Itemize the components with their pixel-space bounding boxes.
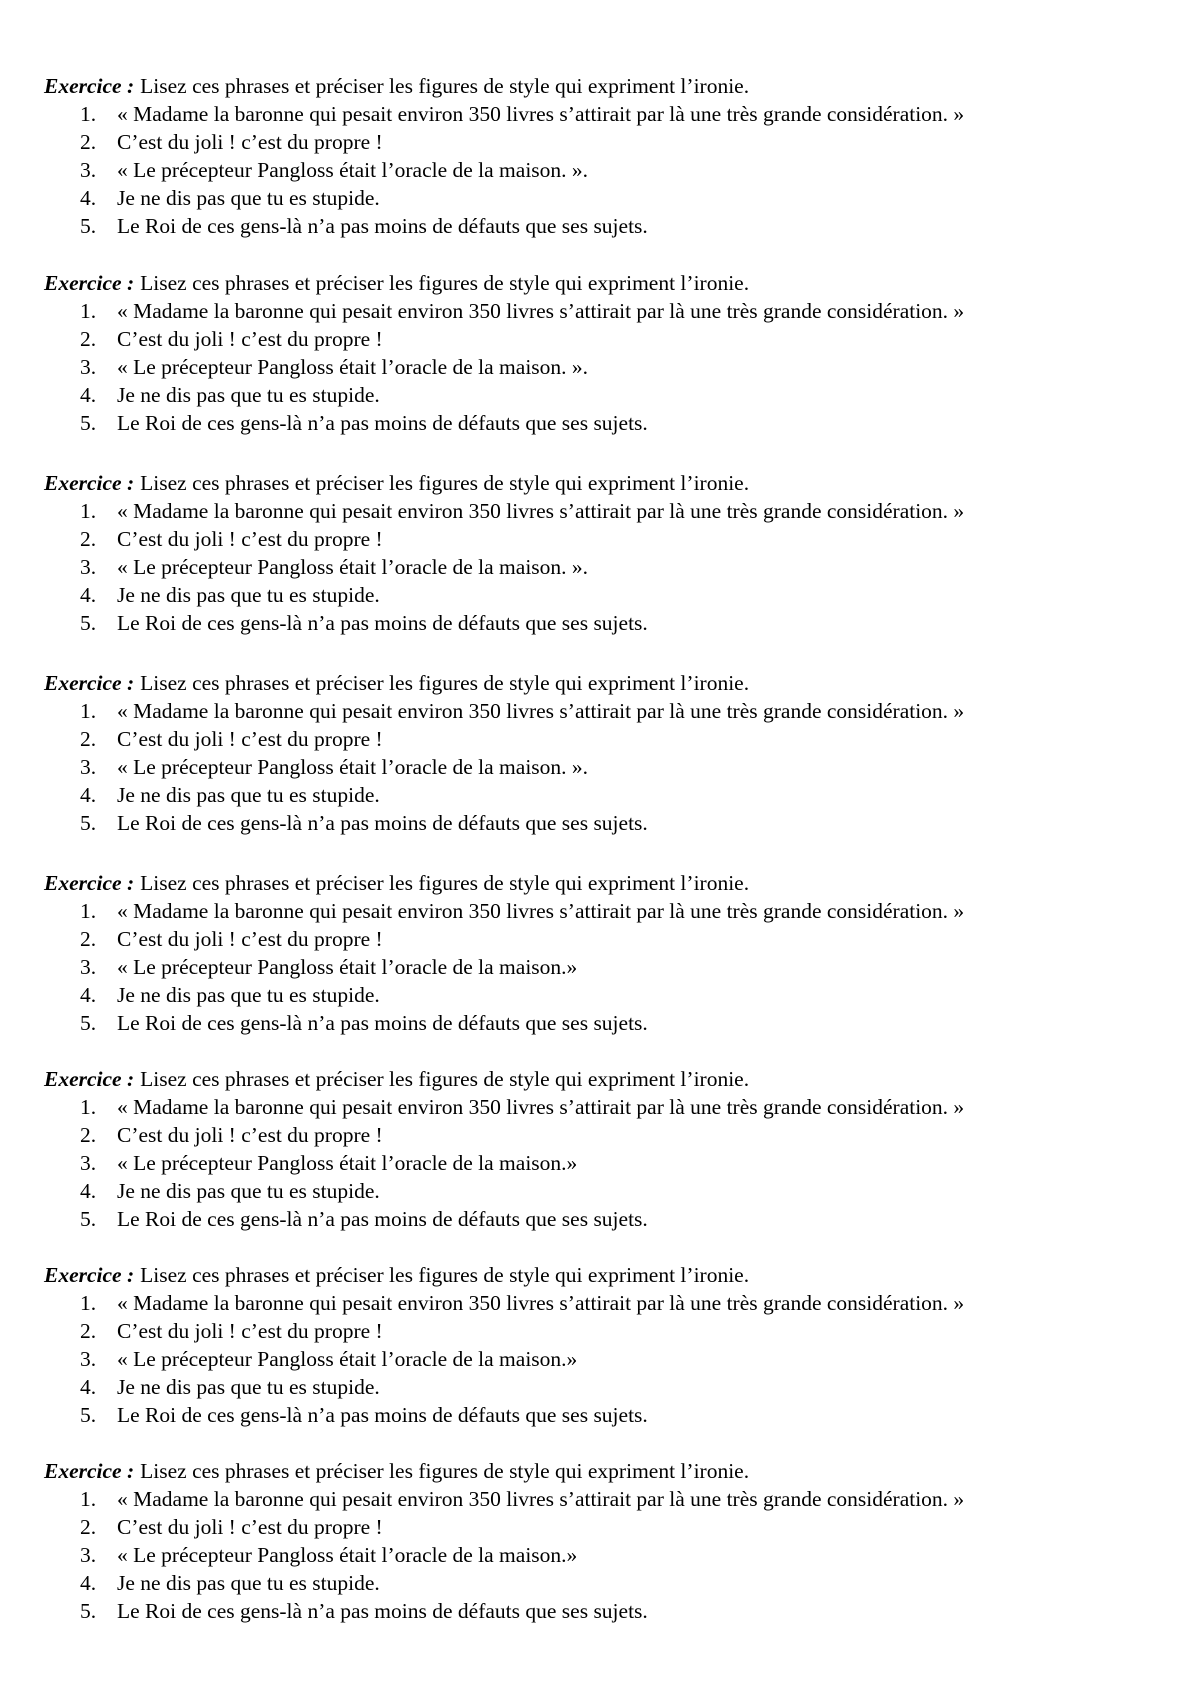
exercise-label: Exercice : xyxy=(44,1263,135,1287)
item-number: 5. xyxy=(80,811,97,835)
item-sentence: « Madame la baronne qui pesait environ 350 livres s’attirait par là une très grande considération. » xyxy=(117,699,965,723)
item-number: 5. xyxy=(80,611,97,635)
exercise-label: Exercice : xyxy=(44,271,135,295)
item-sentence: C’est du joli ! c’est du propre ! xyxy=(117,927,383,951)
item-sentence: Je ne dis pas que tu es stupide. xyxy=(117,783,380,807)
item-number: 2. xyxy=(80,527,97,551)
list-item xyxy=(44,1177,1154,1205)
exercise-heading xyxy=(44,869,1154,897)
exercise-label: Exercice : xyxy=(44,1067,135,1091)
sentence-list xyxy=(44,297,1154,437)
item-number: 2. xyxy=(80,727,97,751)
exercise-block xyxy=(44,1457,1154,1625)
list-item xyxy=(44,212,1154,240)
item-number: 5. xyxy=(80,1207,97,1231)
item-number: 4. xyxy=(80,1179,97,1203)
item-number: 3. xyxy=(80,1543,97,1567)
item-sentence: C’est du joli ! c’est du propre ! xyxy=(117,130,383,154)
exercise-block xyxy=(44,669,1154,837)
list-item xyxy=(44,325,1154,353)
item-number: 4. xyxy=(80,983,97,1007)
item-number: 4. xyxy=(80,186,97,210)
list-item xyxy=(44,697,1154,725)
exercise-heading xyxy=(44,1065,1154,1093)
item-sentence: « Le précepteur Pangloss était l’oracle de la maison. ». xyxy=(117,158,589,182)
item-sentence: C’est du joli ! c’est du propre ! xyxy=(117,1515,383,1539)
list-item xyxy=(44,381,1154,409)
item-number: 3. xyxy=(80,355,97,379)
item-sentence: C’est du joli ! c’est du propre ! xyxy=(117,327,383,351)
list-item xyxy=(44,1149,1154,1177)
item-number: 4. xyxy=(80,1571,97,1595)
item-sentence: « Madame la baronne qui pesait environ 350 livres s’attirait par là une très grande considération. » xyxy=(117,1095,965,1119)
exercise-label: Exercice : xyxy=(44,871,135,895)
item-sentence: C’est du joli ! c’est du propre ! xyxy=(117,1123,383,1147)
exercise-instruction: Lisez ces phrases et préciser les figures de style qui expriment l’ironie. xyxy=(140,1067,750,1091)
list-item xyxy=(44,981,1154,1009)
exercise-label: Exercice : xyxy=(44,671,135,695)
item-sentence: Je ne dis pas que tu es stupide. xyxy=(117,383,380,407)
list-item xyxy=(44,753,1154,781)
exercise-heading xyxy=(44,469,1154,497)
item-sentence: « Madame la baronne qui pesait environ 350 livres s’attirait par là une très grande considération. » xyxy=(117,299,965,323)
list-item xyxy=(44,128,1154,156)
item-sentence: Je ne dis pas que tu es stupide. xyxy=(117,1375,380,1399)
item-number: 2. xyxy=(80,130,97,154)
item-number: 2. xyxy=(80,1319,97,1343)
list-item xyxy=(44,525,1154,553)
item-number: 4. xyxy=(80,783,97,807)
exercise-instruction: Lisez ces phrases et préciser les figures de style qui expriment l’ironie. xyxy=(140,74,750,98)
exercise-instruction: Lisez ces phrases et préciser les figures de style qui expriment l’ironie. xyxy=(140,271,750,295)
exercise-block xyxy=(44,1065,1154,1233)
exercise-block xyxy=(44,869,1154,1037)
exercise-instruction: Lisez ces phrases et préciser les figures de style qui expriment l’ironie. xyxy=(140,671,750,695)
list-item xyxy=(44,1205,1154,1233)
item-sentence: Je ne dis pas que tu es stupide. xyxy=(117,983,380,1007)
item-number: 2. xyxy=(80,927,97,951)
list-item xyxy=(44,725,1154,753)
exercise-heading xyxy=(44,72,1154,100)
item-sentence: « Madame la baronne qui pesait environ 350 livres s’attirait par là une très grande considération. » xyxy=(117,102,965,126)
item-number: 2. xyxy=(80,1123,97,1147)
item-number: 4. xyxy=(80,383,97,407)
item-sentence: « Le précepteur Pangloss était l’oracle de la maison.» xyxy=(117,1151,578,1175)
item-number: 1. xyxy=(80,1487,97,1511)
item-sentence: Le Roi de ces gens-là n’a pas moins de défauts que ses sujets. xyxy=(117,214,648,238)
item-number: 3. xyxy=(80,955,97,979)
item-sentence: « Madame la baronne qui pesait environ 350 livres s’attirait par là une très grande considération. » xyxy=(117,1487,965,1511)
list-item xyxy=(44,809,1154,837)
item-sentence: « Le précepteur Pangloss était l’oracle de la maison. ». xyxy=(117,355,589,379)
item-sentence: C’est du joli ! c’est du propre ! xyxy=(117,527,383,551)
list-item xyxy=(44,1345,1154,1373)
item-number: 1. xyxy=(80,299,97,323)
item-number: 1. xyxy=(80,102,97,126)
item-number: 5. xyxy=(80,1011,97,1035)
exercise-block xyxy=(44,469,1154,637)
list-item xyxy=(44,953,1154,981)
sentence-list xyxy=(44,1485,1154,1625)
exercise-block xyxy=(44,1261,1154,1429)
item-sentence: Le Roi de ces gens-là n’a pas moins de défauts que ses sujets. xyxy=(117,811,648,835)
item-number: 5. xyxy=(80,1599,97,1623)
list-item xyxy=(44,1513,1154,1541)
item-sentence: Le Roi de ces gens-là n’a pas moins de défauts que ses sujets. xyxy=(117,1011,648,1035)
item-sentence: Le Roi de ces gens-là n’a pas moins de défauts que ses sujets. xyxy=(117,1599,648,1623)
list-item xyxy=(44,1009,1154,1037)
list-item xyxy=(44,1317,1154,1345)
list-item xyxy=(44,1289,1154,1317)
list-item xyxy=(44,184,1154,212)
sentence-list xyxy=(44,100,1154,240)
exercise-heading xyxy=(44,269,1154,297)
item-number: 2. xyxy=(80,1515,97,1539)
item-sentence: Le Roi de ces gens-là n’a pas moins de défauts que ses sujets. xyxy=(117,1403,648,1427)
item-number: 3. xyxy=(80,1347,97,1371)
list-item xyxy=(44,1541,1154,1569)
item-number: 2. xyxy=(80,327,97,351)
item-sentence: Je ne dis pas que tu es stupide. xyxy=(117,186,380,210)
item-sentence: Le Roi de ces gens-là n’a pas moins de défauts que ses sujets. xyxy=(117,611,648,635)
list-item xyxy=(44,609,1154,637)
exercise-block xyxy=(44,72,1154,240)
exercise-heading xyxy=(44,669,1154,697)
list-item xyxy=(44,553,1154,581)
list-item xyxy=(44,925,1154,953)
item-sentence: C’est du joli ! c’est du propre ! xyxy=(117,727,383,751)
sentence-list xyxy=(44,1289,1154,1429)
item-sentence: Le Roi de ces gens-là n’a pas moins de défauts que ses sujets. xyxy=(117,411,648,435)
list-item xyxy=(44,781,1154,809)
item-sentence: C’est du joli ! c’est du propre ! xyxy=(117,1319,383,1343)
exercise-instruction: Lisez ces phrases et préciser les figures de style qui expriment l’ironie. xyxy=(140,1459,750,1483)
exercise-block xyxy=(44,269,1154,437)
list-item xyxy=(44,1373,1154,1401)
list-item xyxy=(44,297,1154,325)
exercise-instruction: Lisez ces phrases et préciser les figures de style qui expriment l’ironie. xyxy=(140,471,750,495)
item-sentence: « Madame la baronne qui pesait environ 350 livres s’attirait par là une très grande considération. » xyxy=(117,1291,965,1315)
item-number: 5. xyxy=(80,214,97,238)
item-sentence: « Le précepteur Pangloss était l’oracle de la maison. ». xyxy=(117,755,589,779)
exercise-label: Exercice : xyxy=(44,1459,135,1483)
list-item xyxy=(44,409,1154,437)
item-number: 1. xyxy=(80,1095,97,1119)
item-number: 3. xyxy=(80,555,97,579)
exercise-heading xyxy=(44,1261,1154,1289)
list-item xyxy=(44,497,1154,525)
item-sentence: Je ne dis pas que tu es stupide. xyxy=(117,583,380,607)
exercise-instruction: Lisez ces phrases et préciser les figures de style qui expriment l’ironie. xyxy=(140,1263,750,1287)
item-number: 1. xyxy=(80,699,97,723)
exercise-heading xyxy=(44,1457,1154,1485)
list-item xyxy=(44,156,1154,184)
exercise-instruction: Lisez ces phrases et préciser les figures de style qui expriment l’ironie. xyxy=(140,871,750,895)
list-item xyxy=(44,1401,1154,1429)
item-number: 3. xyxy=(80,1151,97,1175)
item-number: 1. xyxy=(80,1291,97,1315)
sentence-list xyxy=(44,1093,1154,1233)
item-sentence: Je ne dis pas que tu es stupide. xyxy=(117,1179,380,1203)
item-sentence: Je ne dis pas que tu es stupide. xyxy=(117,1571,380,1595)
item-sentence: « Madame la baronne qui pesait environ 350 livres s’attirait par là une très grande considération. » xyxy=(117,499,965,523)
list-item xyxy=(44,1597,1154,1625)
list-item xyxy=(44,100,1154,128)
item-number: 3. xyxy=(80,158,97,182)
item-sentence: « Le précepteur Pangloss était l’oracle de la maison.» xyxy=(117,1543,578,1567)
item-number: 4. xyxy=(80,1375,97,1399)
item-sentence: « Madame la baronne qui pesait environ 350 livres s’attirait par là une très grande considération. » xyxy=(117,899,965,923)
item-number: 4. xyxy=(80,583,97,607)
list-item xyxy=(44,581,1154,609)
item-number: 1. xyxy=(80,499,97,523)
exercise-label: Exercice : xyxy=(44,74,135,98)
list-item xyxy=(44,1485,1154,1513)
item-number: 3. xyxy=(80,755,97,779)
item-sentence: « Le précepteur Pangloss était l’oracle de la maison. ». xyxy=(117,555,589,579)
sentence-list xyxy=(44,497,1154,637)
sentence-list xyxy=(44,697,1154,837)
item-number: 1. xyxy=(80,899,97,923)
item-sentence: « Le précepteur Pangloss était l’oracle de la maison.» xyxy=(117,955,578,979)
list-item xyxy=(44,353,1154,381)
item-number: 5. xyxy=(80,411,97,435)
list-item xyxy=(44,1569,1154,1597)
exercise-label: Exercice : xyxy=(44,471,135,495)
list-item xyxy=(44,1121,1154,1149)
item-number: 5. xyxy=(80,1403,97,1427)
item-sentence: Le Roi de ces gens-là n’a pas moins de défauts que ses sujets. xyxy=(117,1207,648,1231)
item-sentence: « Le précepteur Pangloss était l’oracle de la maison.» xyxy=(117,1347,578,1371)
sentence-list xyxy=(44,897,1154,1037)
list-item xyxy=(44,897,1154,925)
list-item xyxy=(44,1093,1154,1121)
